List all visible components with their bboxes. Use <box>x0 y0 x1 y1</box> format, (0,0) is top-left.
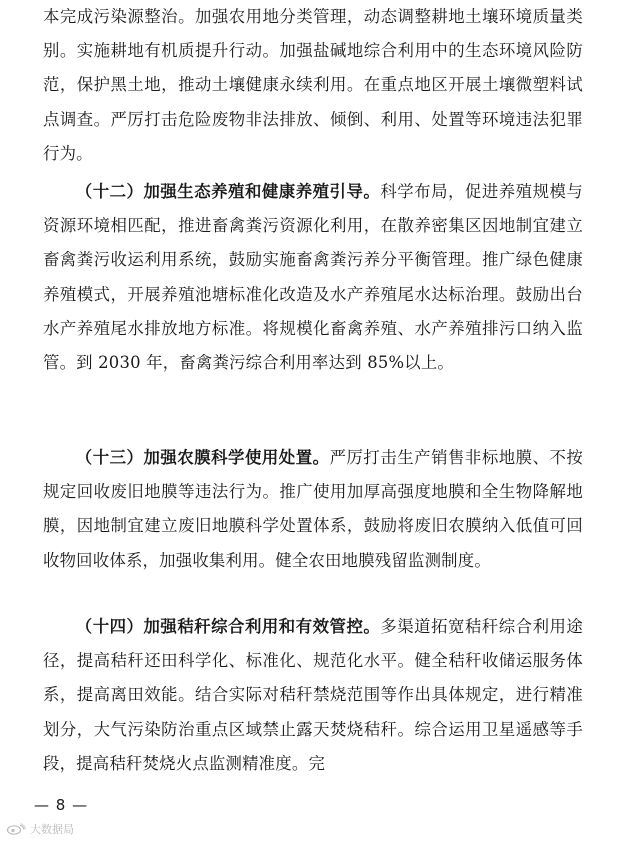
paragraph-text: 本完成污染源整治。加强农用地分类管理，动态调整耕地土壤环境质量类别。实施耕地有机质提升行动。加强盐碱地综合利用中的生态环境风险防范，保护黑土地，推动土壤健康永续利用。在重点地区开展土壤微塑料试点调查。严厉打击危险废物非法排放、倾倒、利用、处置等环境违法犯罪行为。 <box>43 7 583 163</box>
weibo-logo-icon <box>6 823 26 835</box>
watermark-text: 大数据局 <box>30 823 74 836</box>
page-number: — 8 — <box>34 796 89 814</box>
paragraph-text: 科学布局，促进养殖规模与资源环境相匹配，推进畜禽粪污资源化利用，在散养密集区因地制宜建立畜禽粪污收运利用系统，鼓励实施畜禽粪污养分平衡管理。推广绿色健康养殖模式，开展养殖池塘标准化改造及水产养殖尾水达标治理。鼓励出台水产养殖尾水排放地方标准。将规模化畜禽养殖、水产养殖排污口纳入监管。到 2030 年，畜禽粪污综合利用率达到 85%以上。 <box>43 182 583 373</box>
paragraph-section-14 <box>43 610 583 781</box>
paragraph-section-12 <box>43 175 583 380</box>
section-heading: （十二）加强生态养殖和健康养殖引导。 <box>75 182 381 201</box>
paragraph-section-13 <box>43 441 583 578</box>
paragraph-continuation <box>43 0 583 171</box>
section-heading: （十三）加强农膜科学使用处置。 <box>75 448 330 467</box>
paragraph-text: 严厉打击生产销售非标地膜、不按规定回收废旧地膜等违法行为。推广使用加厚高强度地膜和全生物降解地膜，因地制宜建立废旧地膜科学处置体系，鼓励将废旧农膜纳入低值可回收物回收体系，加强收集利用。健全农田地膜残留监测制度。 <box>43 448 583 570</box>
paragraph-text: 多渠道拓宽秸秆综合利用途径，提高秸秆还田科学化、标准化、规范化水平。健全秸秆收储运服务体系，提高离田效能。结合实际对秸秆禁烧范围等作出具体规定，进行精准划分，大气污染防治重点区域禁止露天焚烧秸秆。综合运用卫星遥感等手段，提高秸秆焚烧火点监测精准度。完 <box>43 617 583 773</box>
section-heading: （十四）加强秸秆综合利用和有效管控。 <box>75 617 381 636</box>
watermark <box>6 820 74 838</box>
